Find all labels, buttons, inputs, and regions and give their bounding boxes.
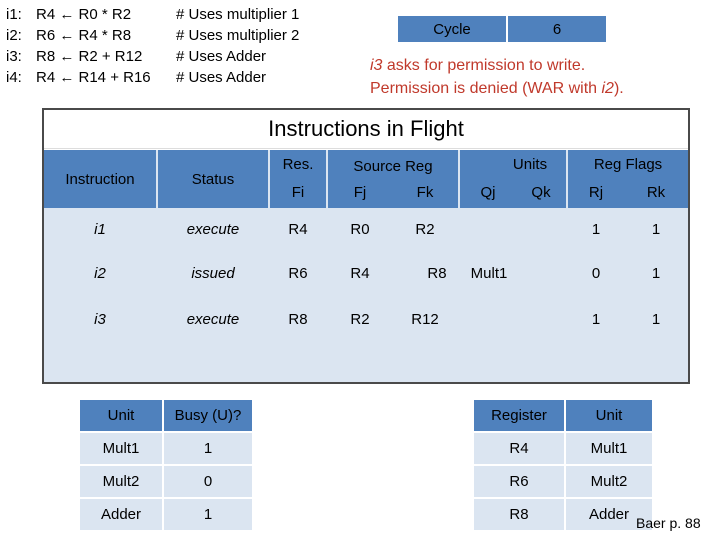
header-fj: Fj — [353, 183, 367, 201]
header-rj: Rj — [588, 183, 604, 201]
instruction-id: i2: — [6, 27, 22, 44]
header-register: Register — [474, 400, 565, 432]
cell-status: execute — [186, 220, 240, 238]
instructions-in-flight-table — [42, 108, 690, 384]
cell-fi: R4 — [288, 220, 308, 238]
cell-qk — [518, 250, 564, 296]
table-row — [80, 432, 253, 465]
instruction-line — [6, 67, 176, 88]
cell-unit: Adder — [80, 498, 163, 531]
cell-busy: 1 — [163, 498, 253, 531]
message-instr-ref: i3 — [370, 57, 383, 74]
header-status: Status — [191, 170, 235, 188]
header-fk: Fk — [416, 183, 434, 201]
cycle-label: Cycle — [398, 16, 506, 42]
instruction-comment: # Uses Adder — [176, 48, 267, 65]
cell-qj: Mult1 — [470, 264, 508, 282]
cell-instruction: i3 — [94, 310, 106, 328]
message-line-2 — [370, 77, 624, 100]
table-title: Instructions in Flight — [44, 110, 688, 149]
message-text: ). — [613, 80, 624, 97]
table-header-row — [474, 400, 653, 432]
cell-status: execute — [186, 310, 240, 328]
header-qj: Qj — [480, 183, 496, 201]
cell-fk: R2 — [415, 220, 435, 238]
instruction-comment: # Uses multiplier 2 — [176, 27, 300, 44]
instruction-comments — [176, 4, 299, 88]
header-unit: Unit — [80, 400, 163, 432]
cell-unit: Mult1 — [565, 432, 653, 465]
header-instruction: Instruction — [65, 170, 135, 188]
cell-unit: Mult1 — [80, 432, 163, 465]
instruction-line — [6, 46, 176, 67]
instruction-comment: # Uses multiplier 1 — [176, 6, 300, 23]
instruction-comment: # Uses Adder — [176, 69, 267, 86]
cell-fj: R4 — [350, 264, 370, 282]
instruction-line — [6, 25, 176, 46]
cell-fi: R6 — [288, 264, 308, 282]
cell-rj: 0 — [591, 264, 601, 282]
table-row — [80, 498, 253, 531]
table-row — [474, 498, 653, 531]
register-status-table — [474, 400, 654, 532]
header-source-reg: Source Reg — [353, 157, 433, 175]
instruction-id: i4: — [6, 69, 22, 86]
header-units: Units — [512, 155, 548, 173]
cell-rk: 1 — [651, 220, 661, 238]
instruction-id: i3: — [6, 48, 22, 65]
cell-qk — [518, 296, 564, 342]
instruction-id: i1: — [6, 6, 22, 23]
cell-register: R6 — [474, 465, 565, 498]
cell-fk: R8 — [427, 264, 447, 282]
table-row — [80, 465, 253, 498]
header-busy: Busy (U)? — [163, 400, 253, 432]
cell-instruction: i2 — [94, 264, 106, 282]
cell-register: R8 — [474, 498, 565, 531]
cell-fj: R2 — [350, 310, 370, 328]
cell-rk: 1 — [651, 310, 661, 328]
message-text: asks for permission to write. — [382, 57, 586, 74]
unit-busy-table — [80, 400, 254, 532]
cell-fi: R8 — [288, 310, 308, 328]
source-reference: Baer p. 88 — [636, 515, 701, 531]
flight-grid — [44, 150, 688, 382]
table-header-row — [80, 400, 253, 432]
instruction-list — [6, 4, 176, 88]
cell-qj — [460, 208, 516, 250]
cell-busy: 0 — [163, 465, 253, 498]
instruction-text: R4 ← R0 * R2 — [36, 6, 132, 23]
cell-register: R4 — [474, 432, 565, 465]
header-qk: Qk — [531, 183, 551, 201]
message-line-1 — [370, 54, 624, 77]
cell-qj — [460, 296, 516, 342]
cycle-indicator — [398, 16, 606, 42]
header-rk: Rk — [646, 183, 666, 201]
instruction-text: R6 ← R4 * R8 — [36, 27, 132, 44]
cell-unit: Mult2 — [565, 465, 653, 498]
header-unit: Unit — [565, 400, 653, 432]
cell-rk: 1 — [651, 264, 661, 282]
header-res: Res. — [282, 155, 314, 173]
header-fi: Fi — [291, 183, 305, 201]
table-row — [474, 465, 653, 498]
instruction-text: R8 ← R2 + R12 — [36, 48, 143, 65]
status-message — [370, 54, 624, 100]
cell-qk — [518, 208, 564, 250]
message-text: Permission is denied (WAR with — [370, 80, 602, 97]
cell-unit: Mult2 — [80, 465, 163, 498]
cell-rj: 1 — [591, 310, 601, 328]
instruction-text: R4 ← R14 + R16 — [36, 69, 151, 86]
cell-status: issued — [191, 264, 235, 282]
instruction-line — [6, 4, 176, 25]
cell-instruction: i1 — [94, 220, 106, 238]
header-reg-flags: Reg Flags — [593, 155, 663, 173]
cell-fk: R12 — [411, 310, 439, 328]
cell-unit: Adder — [565, 498, 653, 531]
cycle-value: 6 — [508, 16, 606, 42]
cell-rj: 1 — [591, 220, 601, 238]
table-row — [474, 432, 653, 465]
cell-fj: R0 — [350, 220, 370, 238]
message-instr-ref: i2 — [601, 80, 614, 97]
cell-busy: 1 — [163, 432, 253, 465]
